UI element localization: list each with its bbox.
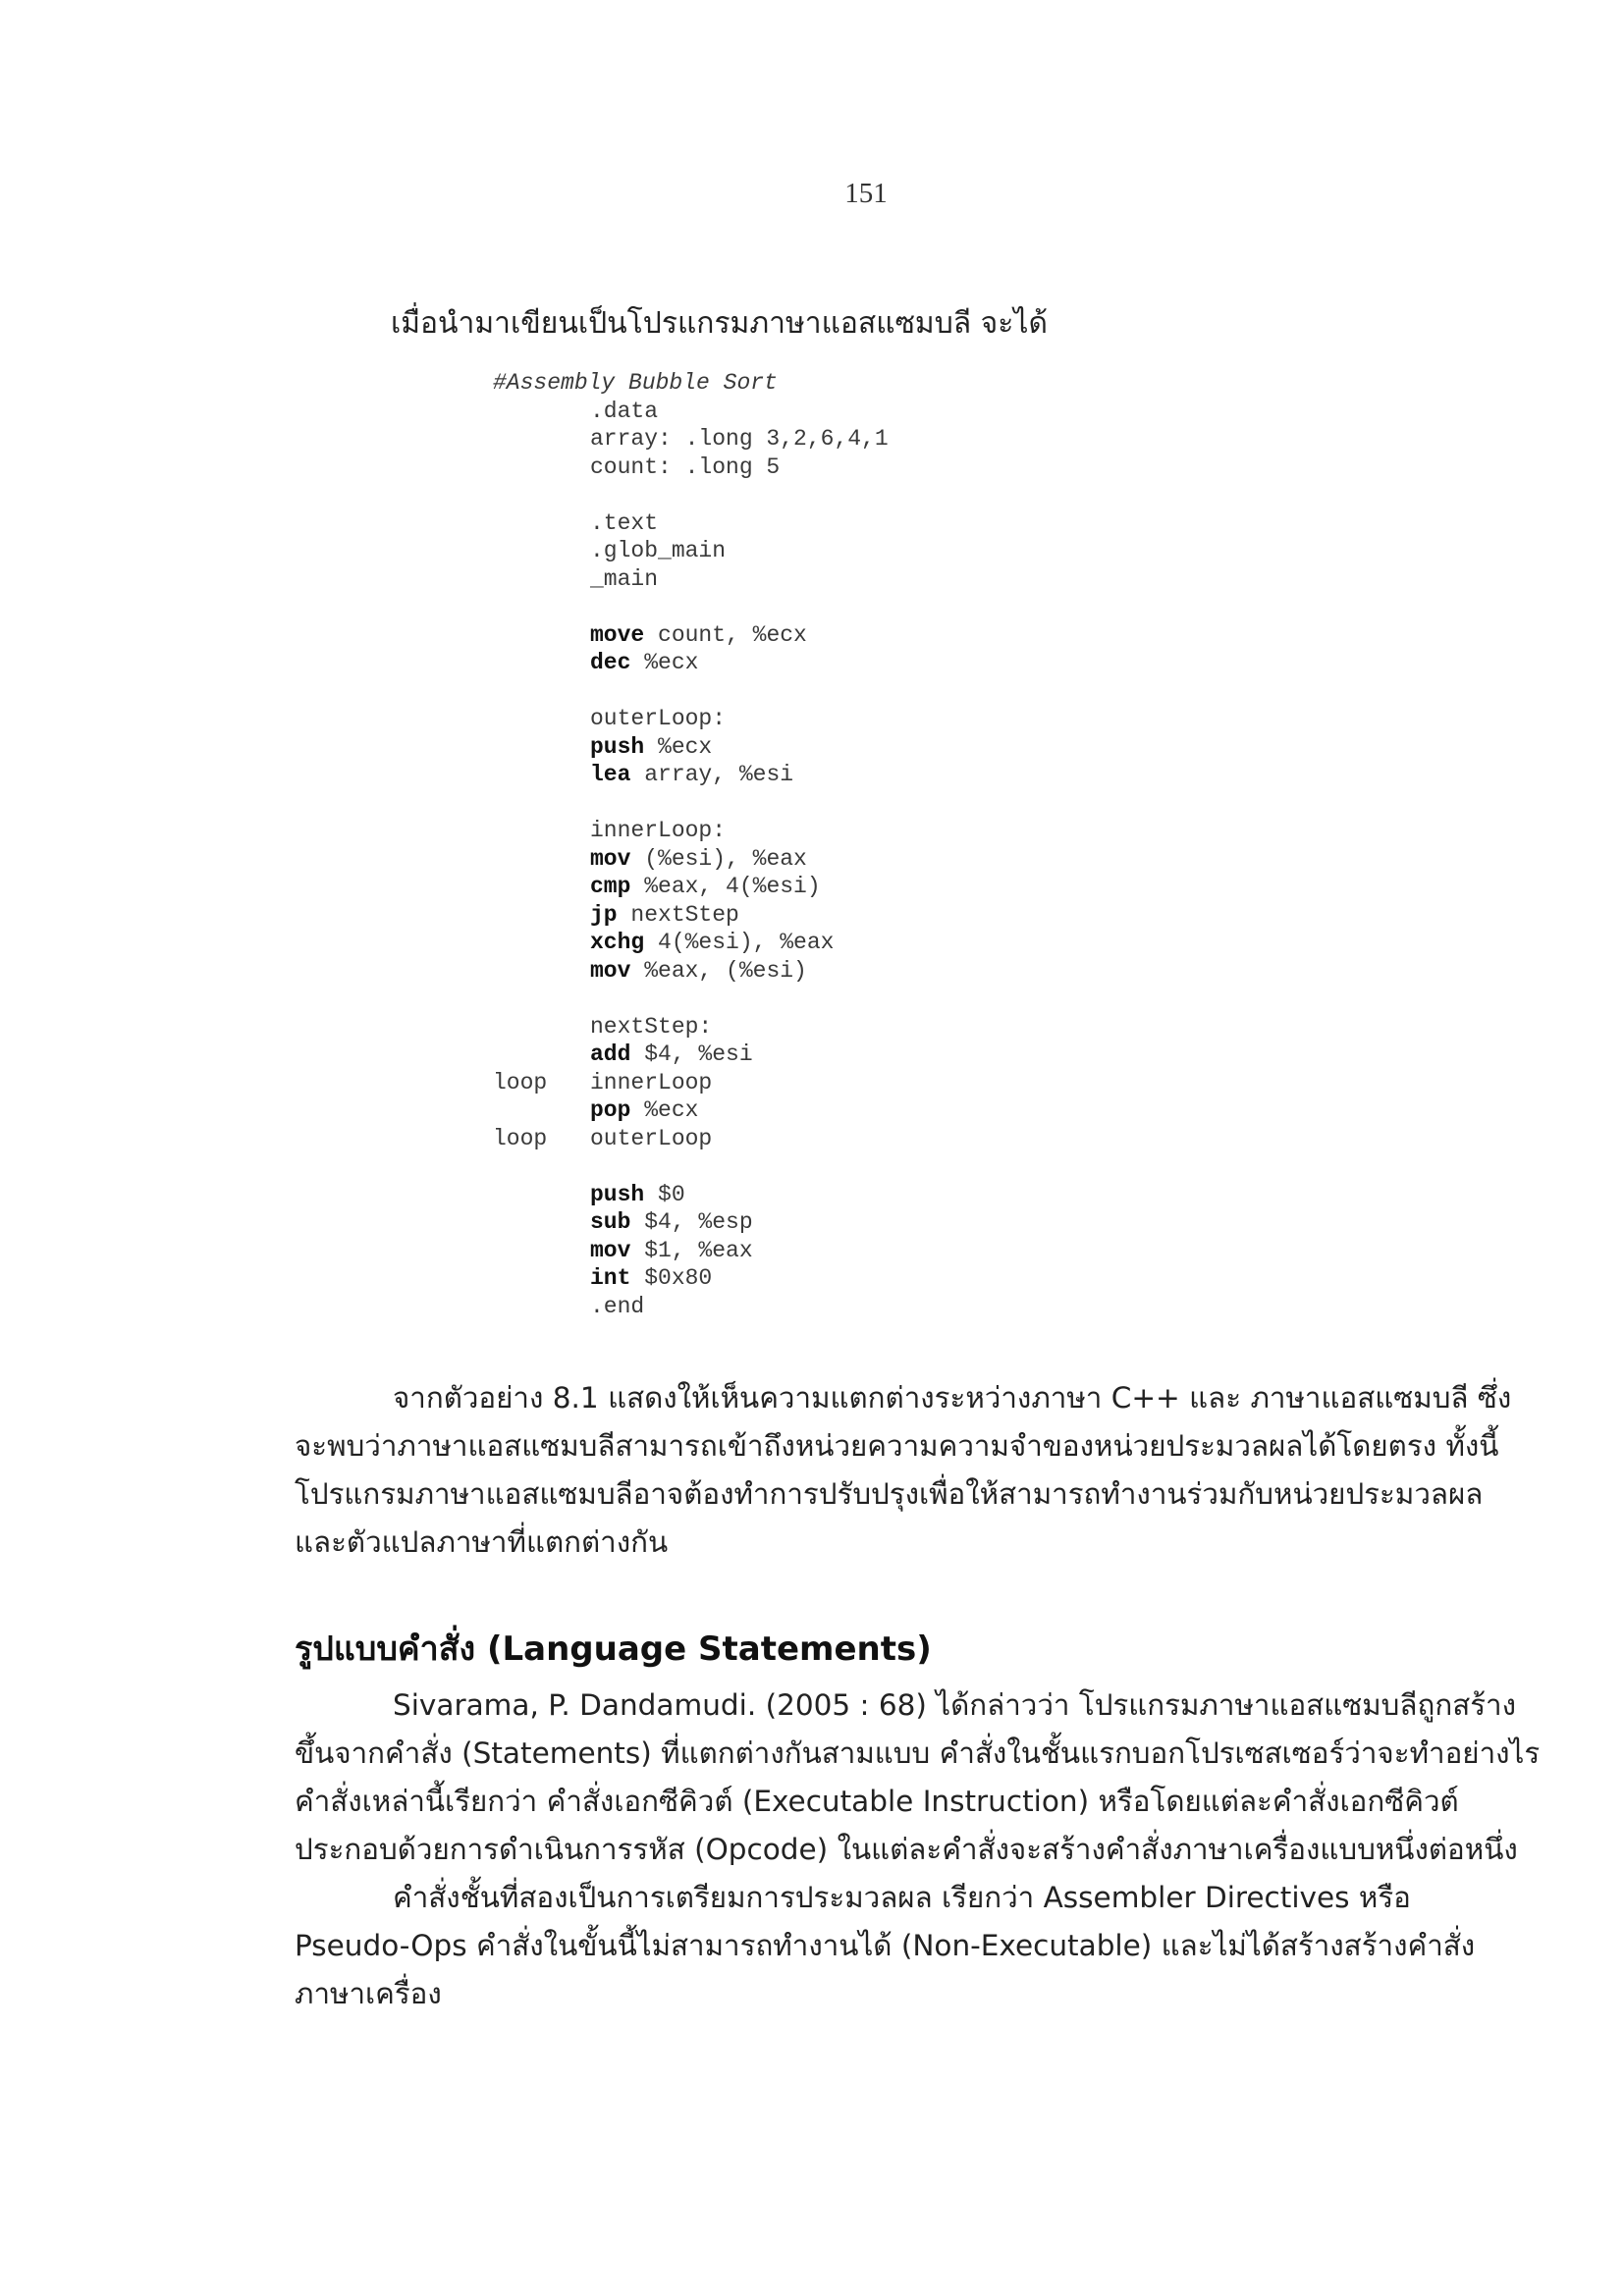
code-line	[493, 425, 1121, 454]
code-content	[590, 733, 712, 762]
code-line	[493, 509, 1121, 538]
paragraph-line: ประกอบด้วยการดำเนินการรหัส (Opcode) ในแต่ละคำสั่งจะสร้างคำสั่งภาษาเครื่องแบบหนึ่งต่อหนึ่ง	[295, 1833, 1518, 1866]
code-comment-line	[493, 369, 1121, 398]
code-keyword: mov	[590, 845, 631, 872]
code-content	[590, 929, 834, 957]
code-line	[493, 789, 1121, 818]
code-line	[493, 537, 1121, 565]
code-content	[590, 425, 889, 454]
code-operands: (%esi), %eax	[630, 845, 807, 872]
code-line	[493, 1125, 1121, 1153]
code-line	[493, 901, 1121, 930]
code-line	[493, 929, 1121, 957]
code-line	[493, 845, 1121, 874]
intro-line: เมื่อนำมาเขียนเป็นโปรแกรมภาษาแอสแซมบลี จะได้	[391, 306, 1048, 341]
code-operands: 4(%esi), %eax	[644, 930, 835, 955]
code-keyword: add	[590, 1041, 631, 1067]
code-content	[590, 1125, 712, 1153]
code-content	[590, 621, 807, 650]
code-operands: %eax, 4(%esi)	[630, 874, 821, 899]
code-content	[590, 398, 658, 426]
code-keyword: int	[590, 1265, 631, 1291]
code-keyword: push	[590, 733, 645, 760]
paragraph-line: Sivarama, P. Dandamudi. (2005 : 68) ได้กล่าวว่า โปรแกรมภาษาแอสแซมบลีถูกสร้าง	[393, 1688, 1517, 1722]
code-line	[493, 1096, 1121, 1125]
paragraph-line: คำสั่งเหล่านี้เรียกว่า คำสั่งเอกซีคิวต์ (Executable Instruction) หรือโดยแต่ละคำสั่งเอกซีคิวต์	[295, 1785, 1459, 1818]
code-keyword: cmp	[590, 874, 631, 899]
code-keyword: dec	[590, 650, 631, 675]
code-line	[493, 1041, 1121, 1069]
code-keyword: mov	[590, 1237, 631, 1263]
code-line	[493, 454, 1121, 482]
code-keyword: push	[590, 1181, 645, 1207]
code-label: loop	[493, 1125, 548, 1151]
code-operands: .data	[590, 398, 659, 424]
code-line	[493, 1264, 1121, 1293]
paragraph-line: โปรแกรมภาษาแอสแซมบลีอาจต้องทำการปรับปรุงเพื่อให้สามารถทำงานร่วมกับหน่วยประมวลผล	[295, 1477, 1484, 1511]
code-line	[493, 1069, 1121, 1097]
code-line	[493, 398, 1121, 426]
code-content	[590, 1264, 712, 1293]
code-content	[590, 761, 793, 789]
code-keyword: pop	[590, 1097, 631, 1123]
code-line	[493, 1152, 1121, 1181]
paragraph-line: และตัวแปลภาษาที่แตกต่างกัน	[295, 1525, 669, 1559]
code-keyword: sub	[590, 1209, 631, 1235]
code-line	[493, 621, 1121, 650]
code-content	[590, 817, 726, 845]
code-line	[493, 1208, 1121, 1237]
code-content	[590, 1293, 644, 1321]
code-content	[590, 873, 821, 901]
code-keyword: mov	[590, 957, 631, 984]
code-operands: _main	[590, 565, 659, 592]
code-line	[493, 1237, 1121, 1265]
code-line	[493, 705, 1121, 733]
page-number: 151	[844, 178, 888, 209]
code-label: loop	[493, 1069, 548, 1095]
paragraph-statements	[295, 1682, 1541, 2018]
code-operands: innerLoop:	[590, 818, 727, 843]
paragraph-line: จะพบว่าภาษาแอสแซมบลีสามารถเข้าถึงหน่วยความความจำของหน่วยประมวลผลได้โดยตรง ทั้งนี้	[295, 1429, 1499, 1463]
code-operands: $4, %esp	[630, 1209, 753, 1235]
paragraph-line: ภาษาเครื่อง	[295, 1977, 442, 2010]
code-content	[590, 1069, 712, 1097]
code-operands: %ecx	[630, 650, 699, 675]
paragraph-line: คำสั่งชั้นที่สองเป็นการเตรียมการประมวลผล เรียกว่า Assembler Directives หรือ	[393, 1881, 1411, 1914]
code-operands: .text	[590, 509, 659, 536]
code-operands: array, %esi	[630, 762, 794, 787]
code-line	[493, 985, 1121, 1013]
code-content	[590, 1041, 753, 1069]
code-line	[493, 677, 1121, 706]
code-content	[590, 1237, 753, 1265]
code-operands: %ecx	[630, 1097, 699, 1123]
paragraph-line: ขึ้นจากคำสั่ง (Statements) ที่แตกต่างกันสามแบบ คำสั่งในชั้นแรกบอกโปรเซสเซอร์ว่าจะทำอย่างไร	[295, 1736, 1541, 1770]
code-content	[590, 705, 726, 733]
code-operands: $1, %eax	[630, 1237, 753, 1263]
code-content	[590, 957, 807, 986]
code-content	[590, 454, 780, 482]
code-content	[590, 649, 698, 677]
code-line	[493, 1293, 1121, 1321]
code-content	[590, 901, 739, 930]
code-line	[493, 481, 1121, 509]
code-operands: array: .long 3,2,6,4,1	[590, 426, 889, 452]
code-content	[590, 537, 726, 565]
code-content	[590, 1013, 712, 1041]
code-content	[590, 509, 658, 538]
code-line	[493, 593, 1121, 621]
code-line	[493, 1181, 1121, 1209]
code-operands: $0x80	[630, 1265, 713, 1291]
code-operands: innerLoop	[590, 1069, 713, 1095]
code-keyword: move	[590, 621, 645, 648]
code-operands: #Assembly Bubble Sort	[493, 370, 778, 396]
section-heading: รูปแบบคำสั่ง (Language Statements)	[295, 1629, 932, 1669]
code-operands: .glob_main	[590, 538, 727, 563]
code-keyword: lea	[590, 762, 631, 787]
code-line	[493, 957, 1121, 986]
code-line	[493, 761, 1121, 789]
code-line	[493, 649, 1121, 677]
code-line	[493, 1013, 1121, 1041]
code-line	[493, 817, 1121, 845]
code-operands: $0	[644, 1181, 685, 1207]
code-content	[590, 565, 658, 594]
paragraph-comparison	[295, 1374, 1512, 1567]
paragraph-line: Pseudo-Ops คำสั่งในขั้นนี้ไม่สามารถทำงานได้ (Non-Executable) และไม่ได้สร้างสร้างคำสั่ง	[295, 1929, 1476, 1962]
code-line	[493, 873, 1121, 901]
code-line	[493, 565, 1121, 594]
code-content	[590, 1181, 685, 1209]
code-line	[493, 733, 1121, 762]
code-operands: %eax, (%esi)	[630, 957, 807, 984]
code-keyword: jp	[590, 901, 618, 928]
code-operands: $4, %esi	[630, 1041, 753, 1067]
code-block	[493, 369, 1121, 1320]
code-operands: nextStep:	[590, 1013, 713, 1040]
code-content	[590, 1096, 698, 1125]
code-content	[493, 369, 778, 398]
code-operands: count, %ecx	[644, 621, 807, 648]
code-operands: nextStep	[617, 901, 739, 928]
code-content	[590, 1208, 753, 1237]
code-operands: %ecx	[644, 733, 713, 760]
code-content	[590, 845, 807, 874]
code-operands: .end	[590, 1293, 645, 1319]
code-operands: outerLoop	[590, 1125, 713, 1151]
code-operands: count: .long 5	[590, 454, 781, 480]
code-operands: outerLoop:	[590, 706, 727, 731]
paragraph-line: จากตัวอย่าง 8.1 แสดงให้เห็นความแตกต่างระหว่างภาษา C++ และ ภาษาแอสแซมบลี ซึ่ง	[393, 1381, 1512, 1415]
code-keyword: xchg	[590, 930, 645, 955]
